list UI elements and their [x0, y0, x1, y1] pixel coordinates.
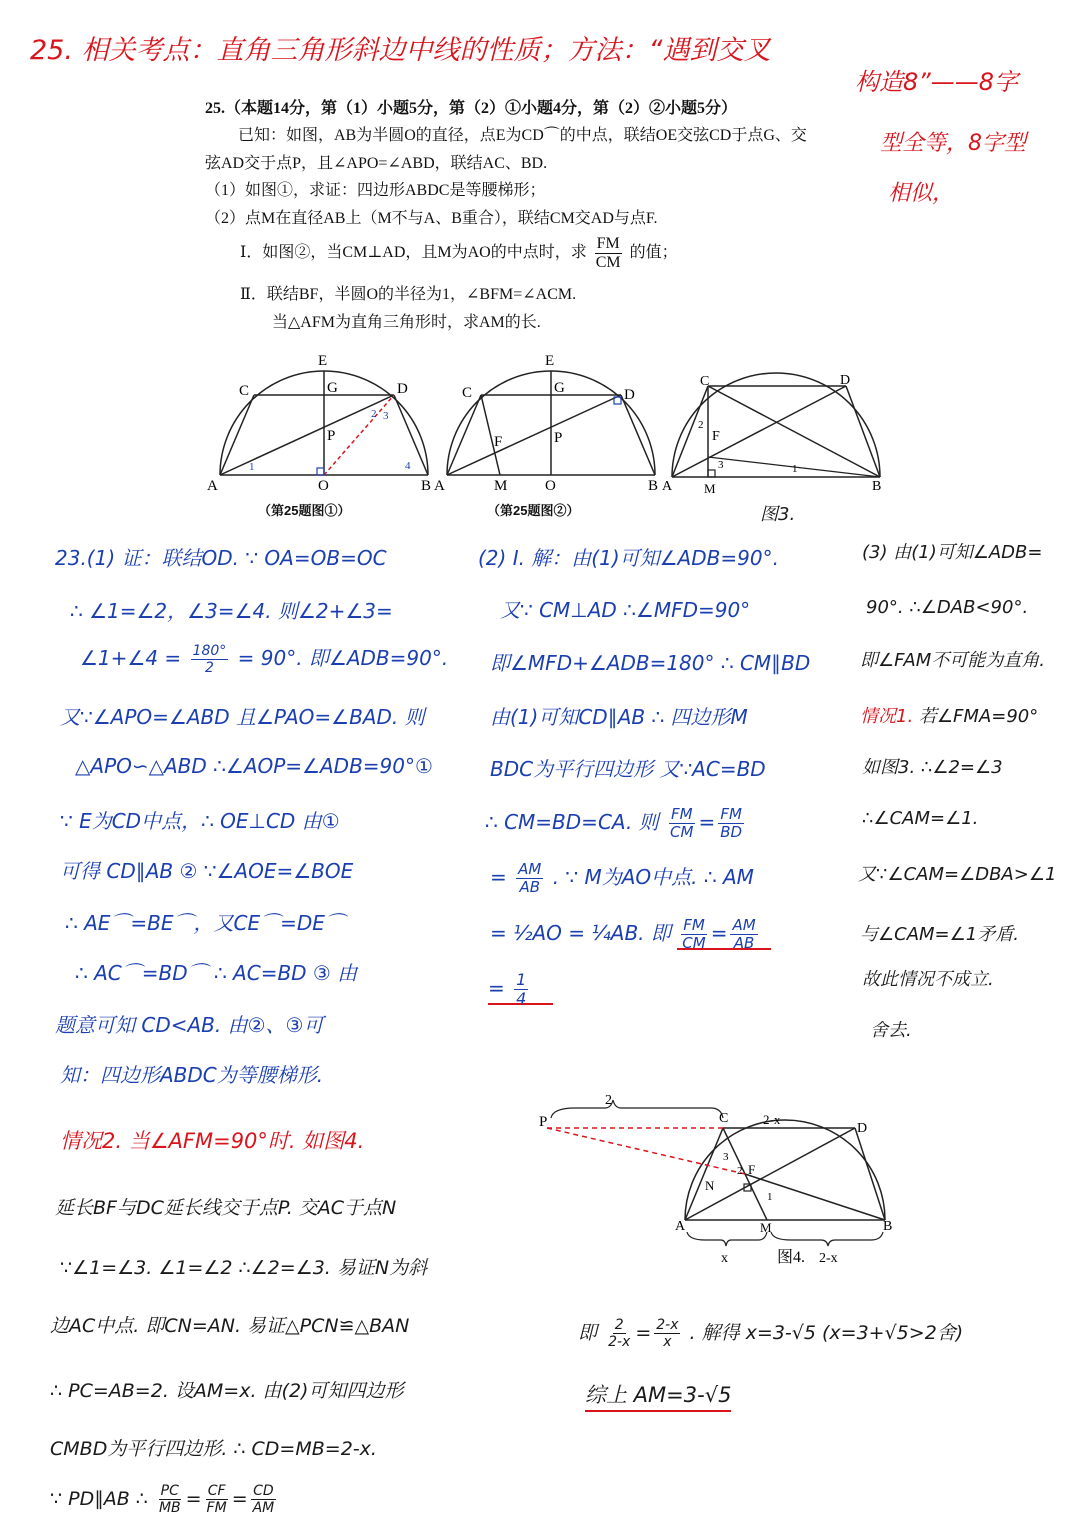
fraction-denominator: CM	[682, 934, 706, 952]
fig4-seg-mb: 2-x	[819, 1251, 838, 1266]
fig4-seg-am: x	[721, 1251, 728, 1266]
fig2-label-m: M	[494, 478, 508, 494]
question-stem-1: 已知：如图，AB为半圆O的直径，点E为CD⌒的中点，联结OE交弦CD于点G、交	[238, 127, 807, 144]
fraction-numerator: 2-x	[656, 1317, 679, 1333]
sol3-line10: 舍去.	[870, 1020, 912, 1041]
case2-fraction-pc-mb	[157, 1484, 183, 1515]
sol2-line9	[488, 972, 553, 1007]
sol1-line3-a: ∠1+∠4 =	[80, 646, 182, 670]
fig2-label-o: O	[545, 478, 556, 494]
sol1-line3-b: = 90°. 即∠ADB=90°.	[237, 646, 449, 670]
case2-line6-a: ∵ PD∥AB ∴	[50, 1488, 148, 1510]
fig1-label-p: P	[327, 428, 336, 444]
fig1-angle-4: 4	[405, 460, 411, 472]
final-answer-text: 综上 AM=3-√5	[585, 1383, 731, 1412]
fraction-denominator: AB	[733, 934, 755, 952]
fig3-label-m: M	[704, 481, 716, 496]
case2-fraction-cf-fm	[205, 1484, 229, 1515]
sol2-fraction-fm-cm-2	[680, 918, 707, 951]
fraction-denominator: MB	[158, 1500, 181, 1516]
sol1-line7: 可得 CD∥AB ② ∵∠AOE=∠BOE	[60, 859, 354, 883]
sol3-line8: 与∠CAM=∠1矛盾.	[860, 924, 1019, 945]
sol2-line7-b: . ∵ M为AO中点. ∴ AM	[552, 865, 754, 889]
question-part2-ii-a: Ⅱ．联结BF，半圆O的半径为1，∠BFM=∠ACM.	[240, 286, 577, 303]
fig1-caption: （第25题图①）	[258, 503, 351, 518]
fig4-label-m: M	[760, 1220, 772, 1235]
fig2-label-g: G	[554, 380, 565, 396]
fraction-numerator: PC	[160, 1483, 179, 1499]
fig4-angle-2: 2	[737, 1165, 743, 1177]
fig3-caption: 图3.	[760, 504, 796, 525]
case2-line3: 边AC中点. 即CN=AN. 易证△PCN≌△BAN	[50, 1315, 410, 1337]
sol1-line8: ∴ AE⌒=BE⌒，又CE⌒=DE⌒	[65, 911, 345, 935]
case1-label: 情况1.	[860, 706, 914, 727]
figure-1	[205, 345, 440, 495]
fig2-label-c: C	[462, 385, 473, 401]
fraction-denominator: FM	[206, 1500, 227, 1516]
sol2-line8-a: = ½AO = ¼AB. 即	[490, 921, 671, 945]
sol2-line6: ∴ CM=BD=CA. 则 $\frac{FM}{CM}$ = $\frac{FM}{BD}$	[485, 805, 743, 841]
sol3-line3: 即∠FAM不可能为直角.	[860, 650, 1046, 671]
fig2-label-d: D	[624, 387, 635, 403]
fig1-label-g: G	[327, 380, 338, 396]
sol3-line5: 如图3. ∴∠2=∠3	[862, 757, 1003, 778]
sol3-line2: 90°. ∴∠DAB<90°.	[866, 597, 1029, 618]
case2-line5: CMBD为平行四边形. ∴ CD=MB=2-x.	[50, 1438, 377, 1460]
sol3-line9: 故此情况不成立.	[862, 969, 994, 990]
case2-line6: ∵ PD∥AB ∴ $\frac{PC}{MB}$ = $\frac{CF}{FM}$ = $\frac{CD}{AM}$	[50, 1483, 275, 1516]
case2-line1: 延长BF与DC延长线交于点P. 交AC于点N	[55, 1197, 397, 1219]
fraction-numerator: AM	[518, 860, 542, 878]
fraction-denominator: CM	[595, 254, 621, 271]
sol1-line2: ∴ ∠1=∠2，∠3=∠4. 则∠2+∠3=	[70, 599, 393, 623]
top-note-line3: 型全等，8字型	[880, 131, 1026, 156]
fig1-label-a: A	[207, 478, 218, 494]
fig1-angle-3: 3	[383, 410, 389, 422]
fig3-label-f: F	[712, 429, 720, 444]
fraction-numerator: CD	[253, 1483, 274, 1499]
sol1-fraction	[191, 644, 229, 675]
fig2-label-p: P	[554, 430, 563, 446]
figure-4	[535, 1090, 905, 1270]
fig4-label-f: F	[748, 1162, 756, 1177]
sol2-line6-a: ∴ CM=BD=CA. 则	[485, 810, 659, 834]
fig2-label-e: E	[545, 353, 555, 369]
case2-fraction-cd-am	[251, 1484, 277, 1515]
sol3-line4-text: 若∠FMA=90°	[918, 706, 1039, 727]
fig1-label-d: D	[397, 381, 408, 397]
sol2-line8-underlined: $\frac{FM}{CM}$ = $\frac{AM}{AB}$	[677, 921, 770, 950]
final-fraction-right	[654, 1318, 680, 1349]
sol2-line4: 由(1)可知CD∥AB ∴ 四边形M	[490, 705, 748, 729]
sol1-line9: ∴ AC⌒=BD⌒ ∴ AC=BD ③ 由	[75, 961, 358, 985]
fig4-label-b: B	[883, 1219, 893, 1234]
sol2-line2: 又∵ CM⊥AD ∴∠MFD=90°	[500, 598, 751, 622]
fig4-seg-cd: 2-x	[763, 1112, 781, 1127]
question-part2: （2）点M在直径AB上（M不与A、B重合），联结CM交AD与点F.	[205, 210, 658, 227]
fig1-angle-2: 2	[371, 408, 377, 420]
top-note-line4: 相似，	[888, 181, 955, 206]
sol1-line11: 知：四边形ABDC为等腰梯形.	[60, 1063, 324, 1087]
fig3-label-b: B	[872, 479, 882, 494]
sol2-fraction-1-4	[514, 972, 528, 1007]
fraction-numerator: CF	[207, 1483, 226, 1499]
sol1-line10: 题意可知 CD<AB. 由②、③可	[55, 1013, 324, 1037]
fraction-numerator: 2	[614, 1317, 624, 1333]
figure-3	[660, 372, 890, 497]
sol3-line1: (3) 由(1)可知∠ADB=	[862, 542, 1043, 563]
question-fraction-fm-cm	[594, 236, 623, 271]
sol2-fraction-fm-bd	[718, 807, 744, 840]
case2-line4: ∴ PC=AB=2. 设AM=x. 由(2)可知四边形	[50, 1380, 404, 1402]
fig4-angle-3: 3	[723, 1151, 729, 1163]
fig4-label-n: N	[705, 1178, 715, 1193]
fig4-angle-1: 1	[767, 1191, 773, 1203]
question-part1: （1）如图①，求证：四边形ABDC是等腰梯形；	[205, 182, 546, 199]
fig1-label-b: B	[421, 478, 432, 494]
fig4-seg-pc: 2	[605, 1093, 612, 1108]
sol2-fraction-am-ab-2	[730, 918, 757, 951]
fraction-numerator: FM	[683, 916, 705, 934]
case2-line2: ∵∠1=∠3. ∠1=∠2 ∴∠2=∠3. 易证N为斜	[60, 1257, 428, 1279]
sol2-line8	[490, 918, 771, 951]
fraction-denominator: AB	[519, 878, 540, 896]
sol3-line6: ∴∠CAM=∠1.	[862, 808, 979, 829]
sol2-line5: BDC为平行四边形 又∵AC=BD	[490, 757, 766, 781]
fig2-label-f: F	[494, 434, 503, 450]
fig1-label-c: C	[239, 383, 250, 399]
sol1-line5: △APO∽△ABD ∴∠AOP=∠ADB=90°①	[75, 754, 433, 778]
fraction-numerator: 180°	[192, 643, 227, 659]
fraction-denominator: 4	[516, 989, 527, 1008]
fraction-denominator: x	[663, 1334, 672, 1350]
fig3-angle-2: 2	[698, 419, 704, 431]
question-part2-ii-b: 当△AFM为直角三角形时，求AM的长.	[272, 314, 541, 331]
sol3-line7: 又∵∠CAM=∠DBA>∠1	[858, 864, 1057, 885]
figure-2	[432, 345, 667, 495]
question-part2-i	[240, 236, 678, 271]
final-line1: 即 $\frac{2}{2-x}$ = $\frac{2-x}{x}$ . 解得 x=3-√5 (x=3+√5>2舍)	[578, 1317, 964, 1350]
sol2-line7: = $\frac{AM}{AB}$ . ∵ M为AO中点. ∴ AM	[490, 860, 754, 896]
question-part2-i-tail: 的值；	[629, 244, 678, 262]
sol2-fraction-fm-cm	[668, 807, 695, 840]
final-fraction-left	[606, 1318, 632, 1349]
sol2-line3: 即∠MFD+∠ADB=180° ∴ CM∥BD	[490, 651, 811, 675]
fig1-label-e: E	[318, 353, 328, 369]
fig1-angle-1: 1	[249, 461, 255, 473]
question-part2-i-text: Ⅰ．如图②，当CM⊥AD，且M为AO的中点时，求	[240, 244, 587, 262]
sol1-line4: 又∵∠APO=∠ABD 且∠PAO=∠BAD. 则	[60, 705, 425, 729]
fig3-label-d: D	[840, 373, 851, 388]
fig3-angle-1: 1	[792, 463, 798, 475]
case2-title: 情况2. 当∠AFM=90°时. 如图4.	[60, 1129, 365, 1153]
fig4-caption: 图4.	[777, 1249, 806, 1266]
sol1-line3	[80, 644, 448, 675]
sol3-line4	[860, 704, 1038, 730]
fraction-denominator: 2-x	[608, 1334, 631, 1350]
fig3-angle-3: 3	[718, 459, 724, 471]
top-note-line1: 25. 相关考点：直角三角形斜边中线的性质；方法：“遇到交叉	[30, 35, 771, 66]
sol1-line1: 23.(1) 证：联结OD. ∵ OA=OB=OC	[55, 546, 387, 570]
fraction-numerator: FM	[670, 805, 693, 823]
fig2-caption: （第25题图②）	[487, 503, 580, 518]
question-stem-2: 弦AD交于点P，且∠APO=∠ABD，联结AC、BD.	[205, 155, 548, 172]
final-line1-a: 即	[578, 1322, 598, 1344]
fig4-label-c: C	[719, 1111, 729, 1126]
fraction-numerator: AM	[732, 916, 756, 934]
sol2-fraction-am-ab	[516, 862, 543, 895]
sol2-answer: = $\frac{1}{4}$	[488, 976, 553, 1005]
fraction-denominator: BD	[720, 823, 743, 841]
top-note-line2: 构造8”——8字	[855, 68, 1018, 96]
fraction-numerator: FM	[720, 805, 742, 823]
fig4-label-d: D	[857, 1121, 868, 1136]
fig2-label-a: A	[434, 478, 445, 494]
fraction-numerator: 1	[516, 970, 527, 989]
fraction-denominator: AM	[252, 1500, 275, 1516]
fraction-denominator: 2	[204, 660, 214, 676]
fraction-denominator: CM	[670, 823, 694, 841]
fig1-label-o: O	[318, 478, 329, 494]
fig3-label-a: A	[662, 479, 673, 494]
sol1-line6: ∵ E为CD中点，∴ OE⊥CD 由①	[60, 809, 340, 833]
final-answer	[585, 1382, 731, 1408]
fig2-label-b: B	[648, 478, 659, 494]
fraction-numerator: FM	[596, 235, 620, 252]
fig3-label-c: C	[700, 374, 710, 389]
sol2-line1: (2) Ⅰ. 解：由(1)可知∠ADB=90°.	[478, 546, 779, 570]
fig4-label-a: A	[675, 1219, 686, 1234]
fig4-label-p: P	[539, 1114, 548, 1130]
question-header: 25.（本题14分，第（1）小题5分，第（2）①小题4分，第（2）②小题5分）	[205, 100, 738, 117]
final-line1-b: . 解得 x=3-√5 (x=3+√5>2舍)	[689, 1322, 964, 1344]
